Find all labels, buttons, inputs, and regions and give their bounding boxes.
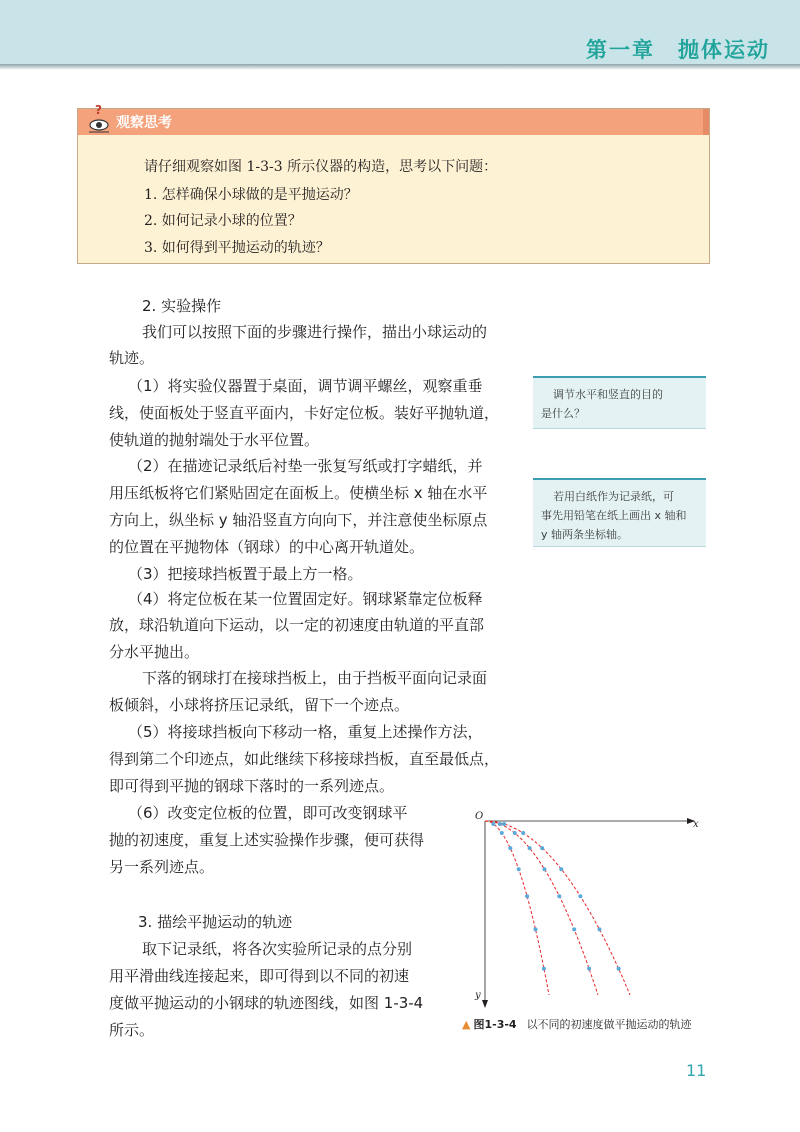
trajectory-point bbox=[491, 822, 495, 826]
body-line: 方向上，纵坐标 y 轴沿竖直方向向下，并注意使坐标原点 bbox=[109, 511, 488, 529]
trajectory-point bbox=[513, 831, 517, 835]
trajectory-point bbox=[540, 846, 544, 850]
observe-question-1: 1. 怎样确保小球做的是平抛运动？ bbox=[144, 187, 358, 203]
header-shadow bbox=[0, 64, 800, 70]
body-line: （5）将接球挡板向下移动一格，重复上述操作方法， bbox=[128, 723, 483, 741]
body-line: 所示。 bbox=[109, 1021, 155, 1039]
body-line: （1）将实验仪器置于桌面，调节调平螺丝，观察重垂 bbox=[128, 377, 483, 395]
trajectory-point bbox=[587, 967, 591, 971]
trajectory-point bbox=[543, 867, 547, 871]
trajectory-point bbox=[617, 967, 621, 971]
caption-triangle-icon: ▲ bbox=[462, 1018, 471, 1031]
observe-box-header-tab bbox=[703, 109, 709, 135]
body-line: （2）在描迹记录纸后衬垫一张复写纸或打字蜡纸，并 bbox=[128, 457, 483, 475]
observe-question-3: 3. 如何得到平抛运动的轨迹？ bbox=[144, 240, 330, 256]
trajectory-point bbox=[542, 967, 546, 971]
trajectory-point bbox=[572, 927, 576, 931]
body-line: 取下记录纸，将各次实验所记录的点分别 bbox=[142, 940, 413, 958]
trajectory-point bbox=[534, 927, 538, 931]
trajectory-point bbox=[525, 894, 529, 898]
chapter-title: 第一章 抛体运动 bbox=[586, 38, 770, 62]
section-heading-3: 3. 描绘平抛运动的轨迹 bbox=[138, 913, 293, 931]
side-note-2 bbox=[533, 478, 706, 546]
trajectory-point bbox=[521, 831, 525, 835]
body-line: 线，使面板处于竖直平面内，卡好定位板。装好平抛轨道， bbox=[109, 404, 500, 422]
svg-text:?: ? bbox=[95, 103, 102, 117]
body-line: 轨迹。 bbox=[109, 349, 155, 367]
page-number: 11 bbox=[686, 1061, 707, 1080]
body-line: 下落的钢球打在接球挡板上，由于挡板平面向记录面 bbox=[142, 669, 488, 687]
figure-caption-text: 以不同的初速度做平抛运动的轨迹 bbox=[526, 1018, 692, 1031]
side-note-line: 事先用铅笔在纸上画出 x 轴和 bbox=[541, 509, 687, 522]
trajectory-point bbox=[502, 822, 506, 826]
body-line: 分水平抛出。 bbox=[109, 643, 200, 661]
trajectory-point bbox=[598, 927, 602, 931]
body-line: 放，球沿轨道向下运动，以一定的初速度由轨道的平直部 bbox=[109, 616, 485, 634]
eye-question-icon bbox=[86, 103, 112, 137]
trajectory-point bbox=[498, 822, 502, 826]
trajectory-point bbox=[578, 894, 582, 898]
section-heading-2: 2. 实验操作 bbox=[142, 297, 222, 315]
body-line: （3）把接球挡板置于最上方一格。 bbox=[128, 565, 363, 583]
body-line: 度做平抛运动的小钢球的轨迹图线，如图 1-3-4 bbox=[109, 994, 424, 1012]
body-line: （6）改变定位板的位置，即可改变钢球平 bbox=[128, 804, 408, 822]
body-line: 我们可以按照下面的步骤进行操作，描出小球运动的 bbox=[142, 323, 488, 341]
figure-caption bbox=[462, 1016, 692, 1032]
body-line: 的位置在平抛物体（钢球）的中心离开轨道处。 bbox=[109, 538, 425, 556]
trajectory-figure bbox=[465, 805, 705, 1010]
side-note-line: y 轴两条坐标轴。 bbox=[541, 528, 629, 541]
trajectory-curves bbox=[485, 821, 630, 995]
side-note-1 bbox=[533, 376, 706, 428]
trajectory-curve-1 bbox=[485, 821, 549, 995]
trajectory-point bbox=[559, 867, 563, 871]
trajectory-point bbox=[508, 846, 512, 850]
origin-label: O bbox=[475, 811, 484, 822]
trajectory-point bbox=[500, 831, 504, 835]
body-line: 即可得到平抛的钢球下落时的一系列迹点。 bbox=[109, 777, 395, 795]
trajectory-curve-3 bbox=[485, 821, 630, 995]
trajectory-point bbox=[528, 846, 532, 850]
side-note-line: 若用白纸作为记录纸，可 bbox=[553, 490, 674, 503]
trajectory-point bbox=[557, 894, 561, 898]
body-line: 得到第二个印迹点，如此继续下移接球挡板，直至最低点， bbox=[109, 750, 500, 768]
y-axis-label: y bbox=[475, 990, 481, 1001]
observe-box-header bbox=[78, 109, 709, 135]
trajectory-point bbox=[517, 867, 521, 871]
trajectory-points bbox=[491, 822, 620, 971]
body-line: 用平滑曲线连接起来，即可得到以不同的初速 bbox=[109, 967, 410, 985]
body-line: 另一系列迹点。 bbox=[109, 858, 215, 876]
body-line: 用压纸板将它们紧贴固定在面板上。使横坐标 x 轴在水平 bbox=[109, 484, 488, 502]
observe-think-box bbox=[77, 103, 710, 264]
observe-question-2: 2. 如何记录小球的位置？ bbox=[144, 213, 302, 229]
body-line: （4）将定位板在某一位置固定好。钢球紧靠定位板释 bbox=[128, 590, 483, 608]
x-axis-label: x bbox=[693, 819, 699, 830]
body-line: 板倾斜，小球将挤压记录纸，留下一个迹点。 bbox=[109, 696, 410, 714]
body-line: 使轨道的抛射端处于水平位置。 bbox=[109, 431, 320, 449]
observe-box-title: 观察思考 bbox=[116, 115, 172, 131]
side-note-line: 是什么？ bbox=[541, 407, 585, 420]
observe-intro: 请仔细观察如图 1-3-3 所示仪器的构造，思考以下问题： bbox=[144, 159, 498, 175]
figure-number: 图1-3-4 bbox=[473, 1018, 517, 1031]
y-axis-arrow bbox=[482, 1000, 488, 1008]
body-line: 抛的初速度，重复上述实验操作步骤，便可获得 bbox=[109, 831, 425, 849]
side-note-line: 调节水平和竖直的目的 bbox=[553, 388, 663, 401]
